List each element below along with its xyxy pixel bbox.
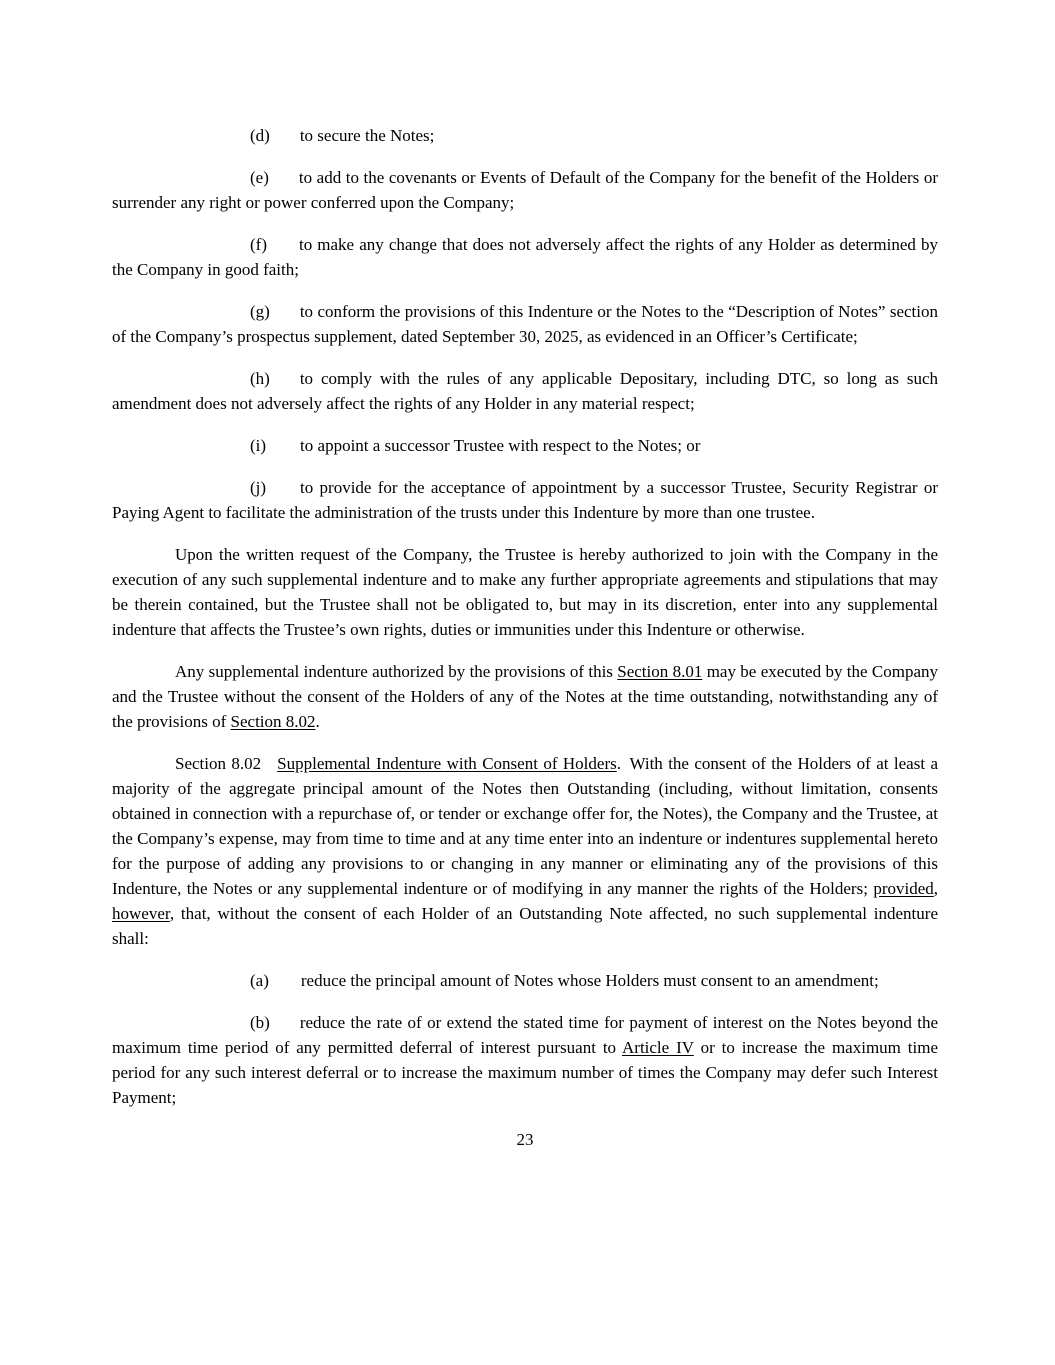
- tab-space: [267, 249, 299, 250]
- clause-b: [112, 1010, 938, 1110]
- clause-f: [112, 232, 938, 282]
- clause-d: [112, 123, 938, 148]
- text-run: (h): [250, 369, 270, 388]
- text-run: to conform the provisions of this Indenture or the Notes to the “Description of Notes” section of the Company’s prospectus supplement, dated September 30, 2025, as evidenced in an Officer’s Certificate;: [112, 302, 938, 346]
- text-run: (f): [250, 235, 267, 254]
- text-run: .: [315, 712, 320, 731]
- tab-space: [266, 450, 300, 451]
- tab-space: [270, 1027, 300, 1028]
- text-run: to secure the Notes;: [299, 126, 435, 145]
- text-run: Upon the written request of the Company, the Trustee is hereby authorized to join with the Company in the execution of any such supplemental indenture and to make any further appropriate agreements and stipulations that may be therein contained, but the Trustee shall not be obligated to, but may in its discretion, enter into any supplemental indenture that affects the Trustee’s own rights, duties or immunities under this Indenture or otherwise.: [112, 545, 938, 639]
- text-run: to comply with the rules of any applicable Depositary, including DTC, so long as such amendment does not adversely affect the rights of any Holder in any material respect;: [112, 369, 938, 413]
- clause-i: [112, 433, 938, 458]
- underlined-text-run: Section 8.02: [230, 712, 316, 731]
- clause-h: [112, 366, 938, 416]
- text-run: (j): [250, 478, 267, 497]
- tab-space: [269, 182, 299, 183]
- paragraph-section-801-execution: [112, 659, 938, 734]
- text-run: (i): [250, 436, 267, 455]
- tab-space: [266, 492, 300, 493]
- text-run: reduce the rate of or extend the stated time for payment of interest on the Notes beyond the maximum time period of any permitted deferral of interest pursuant to: [112, 1013, 938, 1057]
- underlined-text-run: Section 8.01: [617, 662, 703, 681]
- text-run: (g): [250, 302, 270, 321]
- underlined-text-run: however: [112, 904, 170, 923]
- text-run: (d): [250, 126, 270, 145]
- underlined-text-run: Article IV: [622, 1038, 694, 1057]
- text-run: Section 8.02: [175, 754, 262, 773]
- text-run: to provide for the acceptance of appointment by a successor Trustee, Security Registrar or Paying Agent to facilitate the administration of the trusts under this Indenture by more than one trustee.: [112, 478, 938, 522]
- text-run: (a): [250, 971, 269, 990]
- page-number: 23: [516, 1130, 534, 1149]
- text-run: Any supplemental indenture authorized by the provisions of this: [175, 662, 618, 681]
- tab-space: [270, 383, 300, 384]
- clause-j: [112, 475, 938, 525]
- text-run: reduce the principal amount of Notes whose Holders must consent to an amendment;: [300, 971, 879, 990]
- underlined-text-run: Supplemental Indenture with Consent of Holders: [277, 754, 617, 773]
- paragraph-trustee-authorization: [112, 542, 938, 642]
- tab-space: [269, 985, 301, 986]
- underlined-text-run: provided: [873, 879, 934, 898]
- text-run: . With the consent of the Holders of at least a majority of the aggregate principal amount of the Notes then Outstanding (including, without limitation, consents obtained in connection with a repurchase of, or tender or exchange offer for, the Notes), the Company and the Trustee, at the Company’s expense, may from time to time and at any time enter into an indenture or indentures supplemental hereto for the purpose of adding any provisions to or changing in any manner or eliminating any of the provisions of this Indenture, the Notes or any supplemental indenture or of modifying in any manner the rights of the Holders;: [112, 754, 939, 898]
- text-run: (b): [250, 1013, 270, 1032]
- text-run: to appoint a successor Trustee with respect to the Notes; or: [300, 436, 701, 455]
- text-run: or to increase the maximum time period for any such interest deferral or to increase the maximum number of times the Company may defer such Interest Payment;: [112, 1038, 938, 1107]
- tab-space: [270, 316, 300, 317]
- clause-a: [112, 968, 938, 993]
- clause-g: [112, 299, 938, 349]
- document-body: [112, 123, 938, 1110]
- tab-space: [270, 140, 300, 141]
- clause-e: [112, 165, 938, 215]
- text-run: , that, without the consent of each Holder of an Outstanding Note affected, no such supplemental indenture shall:: [112, 904, 938, 948]
- text-run: (e): [250, 168, 269, 187]
- paragraph-section-802: [112, 751, 938, 951]
- text-run: to add to the covenants or Events of Default of the Company for the benefit of the Holders or surrender any right or power conferred upon the Company;: [112, 168, 938, 212]
- text-run: may be executed by the Company and the Trustee without the consent of the Holders of any of the Notes at the time outstanding, notwithstanding any of the provisions of: [112, 662, 938, 731]
- text-run: to make any change that does not adversely affect the rights of any Holder as determined by the Company in good faith;: [112, 235, 938, 279]
- tab-space: [261, 768, 277, 769]
- text-run: ,: [933, 879, 938, 898]
